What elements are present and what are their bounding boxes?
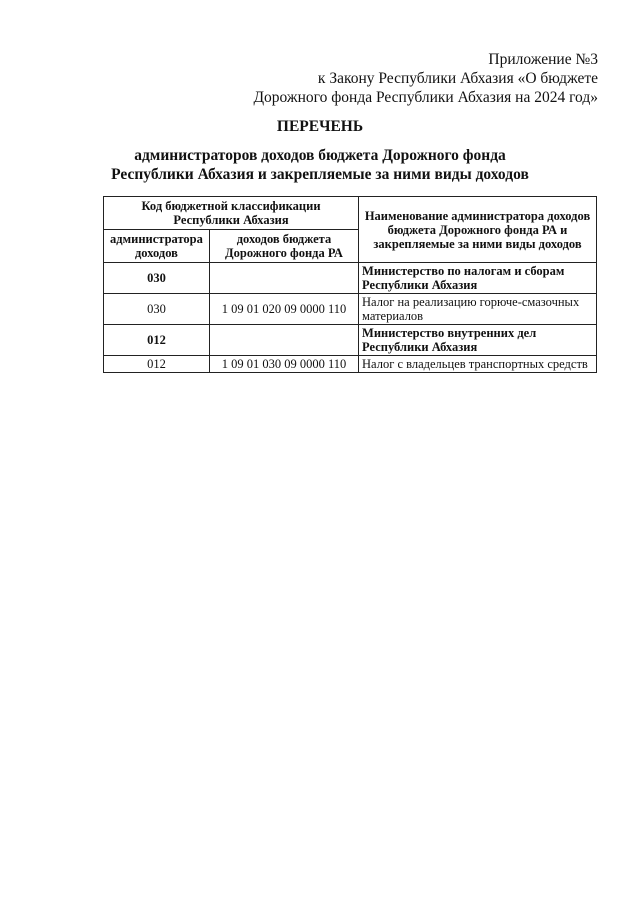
header-income-code: доходов бюджета Дорожного фонда РА	[209, 230, 358, 263]
appendix-note	[253, 50, 598, 107]
table-row	[104, 325, 597, 356]
header-administrator-code: администратора доходов	[104, 230, 210, 263]
subtitle-line-1: администраторов доходов бюджета Дорожного фонда	[134, 147, 506, 164]
appendix-line-2: к Закону Республики Абхазия «О бюджете	[317, 70, 598, 87]
row-name: Налог на реализацию горюче-смазочных материалов	[359, 294, 597, 325]
appendix-line-3: Дорожного фонда Республики Абхазия на 2024 год»	[253, 89, 598, 106]
document-subtitle	[0, 146, 640, 184]
row-name: Министерство по налогам и сборам Республики Абхазия	[359, 263, 597, 294]
table-row	[104, 263, 597, 294]
subtitle-line-2: Республики Абхазия и закрепляемые за ними виды доходов	[111, 166, 529, 183]
row-admin-code: 012	[104, 356, 210, 373]
header-administrator-name: Наименование администратора доходов бюджета Дорожного фонда РА и закрепляемые за ними виды доходов	[359, 197, 597, 263]
row-admin-code: 030	[104, 263, 210, 294]
header-budget-classification: Код бюджетной классификации Республики Абхазия	[104, 197, 359, 230]
row-income-code	[209, 263, 358, 294]
document-title: ПЕРЕЧЕНЬ	[276, 118, 364, 135]
table-header-row-1	[104, 197, 597, 230]
row-income-code: 1 09 01 030 09 0000 110	[209, 356, 358, 373]
appendix-line-1: Приложение №3	[488, 51, 598, 68]
row-name: Налог с владельцев транспортных средств	[359, 356, 597, 373]
row-income-code: 1 09 01 020 09 0000 110	[209, 294, 358, 325]
row-income-code	[209, 325, 358, 356]
table-row	[104, 294, 597, 325]
row-admin-code: 012	[104, 325, 210, 356]
row-name: Министерство внутренних дел Республики Абхазия	[359, 325, 597, 356]
table-row	[104, 356, 597, 373]
administrators-table	[103, 196, 597, 373]
row-admin-code: 030	[104, 294, 210, 325]
